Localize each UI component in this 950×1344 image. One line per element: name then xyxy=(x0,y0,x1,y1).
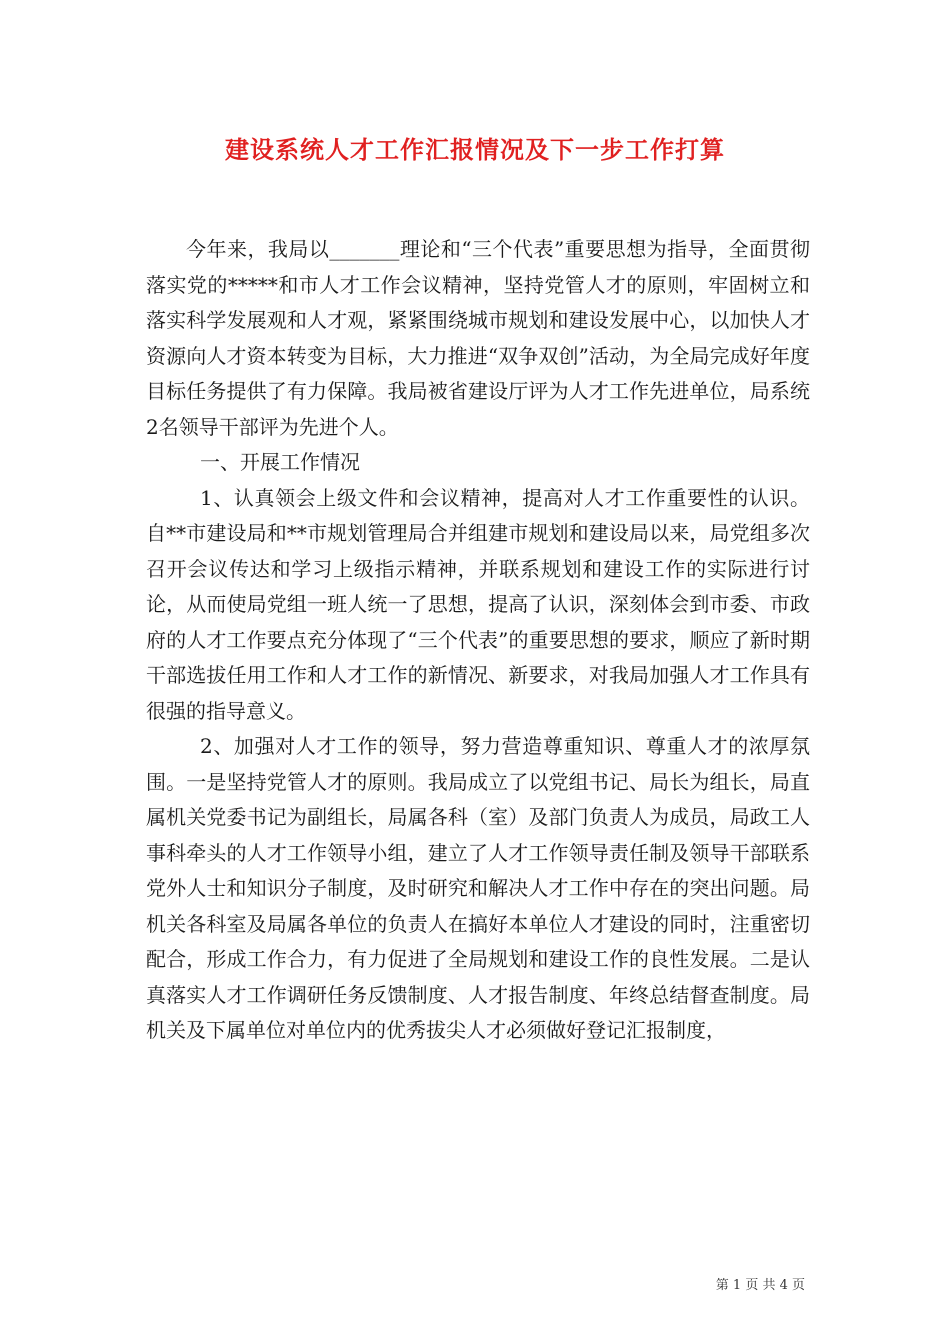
page-number: 第 1 页 共 4 页 xyxy=(715,1278,805,1293)
document-title: 建设系统人才工作汇报情况及下一步工作打算 xyxy=(225,135,725,164)
paragraph-item-1: 1、认真领会上级文件和会议精神，提高对人才工作重要性的认识。自**市建设局和**市规划管理局合并组建市规划和建设局以来，局党组多次召开会议传达和学习上级指示精神，并联系规划和建设工作的实际进行讨论，从而使局党组一班人统一了思想，提高了认识，深刻体会到市委、市政府的人才工作要点充分体现了“三个代表”的重要思想的要求，顺应了新时期干部选拔任用工作和人才工作的新情况、新要求，对我局加强人才工作具有很强的指导意义。 xyxy=(146,485,810,723)
section-heading: 一、开展工作情况 xyxy=(200,450,360,474)
paragraph-item-2: 2、加强对人才工作的领导，努力营造尊重知识、尊重人才的浓厚氛围。一是坚持党管人才的原则。我局成立了以党组书记、局长为组长，局直属机关党委书记为副组长，局属各科（室）及部门负责人为成员，局政工人事科牵头的人才工作领导小组，建立了人才工作领导责任制及领导干部联系党外人士和知识分子制度，及时研究和解决人才工作中存在的突出问题。局机关各科室及局属各单位的负责人在搞好本单位人才建设的同时，注重密切配合，形成工作合力，有力促进了全局规划和建设工作的良性发展。二是认真落实人才工作调研任务反馈制度、人才报告制度、年终总结督查制度。局机关及下属单位对单位内的优秀拔尖人才必须做好登记汇报制度， xyxy=(146,734,810,1042)
document-body xyxy=(146,232,810,1049)
paragraph-intro: 今年来，我局以_______理论和“三个代表”重要思想为指导，全面贯彻落实党的*****和市人才工作会议精神，坚持党管人才的原则，牢固树立和落实科学发展观和人才观，紧紧围绕城市规划和建设发展中心，以加快人才资源向人才资本转变为目标，大力推进“双争双创”活动，为全局完成好年度目标任务提供了有力保障。我局被省建设厅评为人才工作先进单位，局系统2名领导干部评为先进个人。 xyxy=(146,237,810,439)
